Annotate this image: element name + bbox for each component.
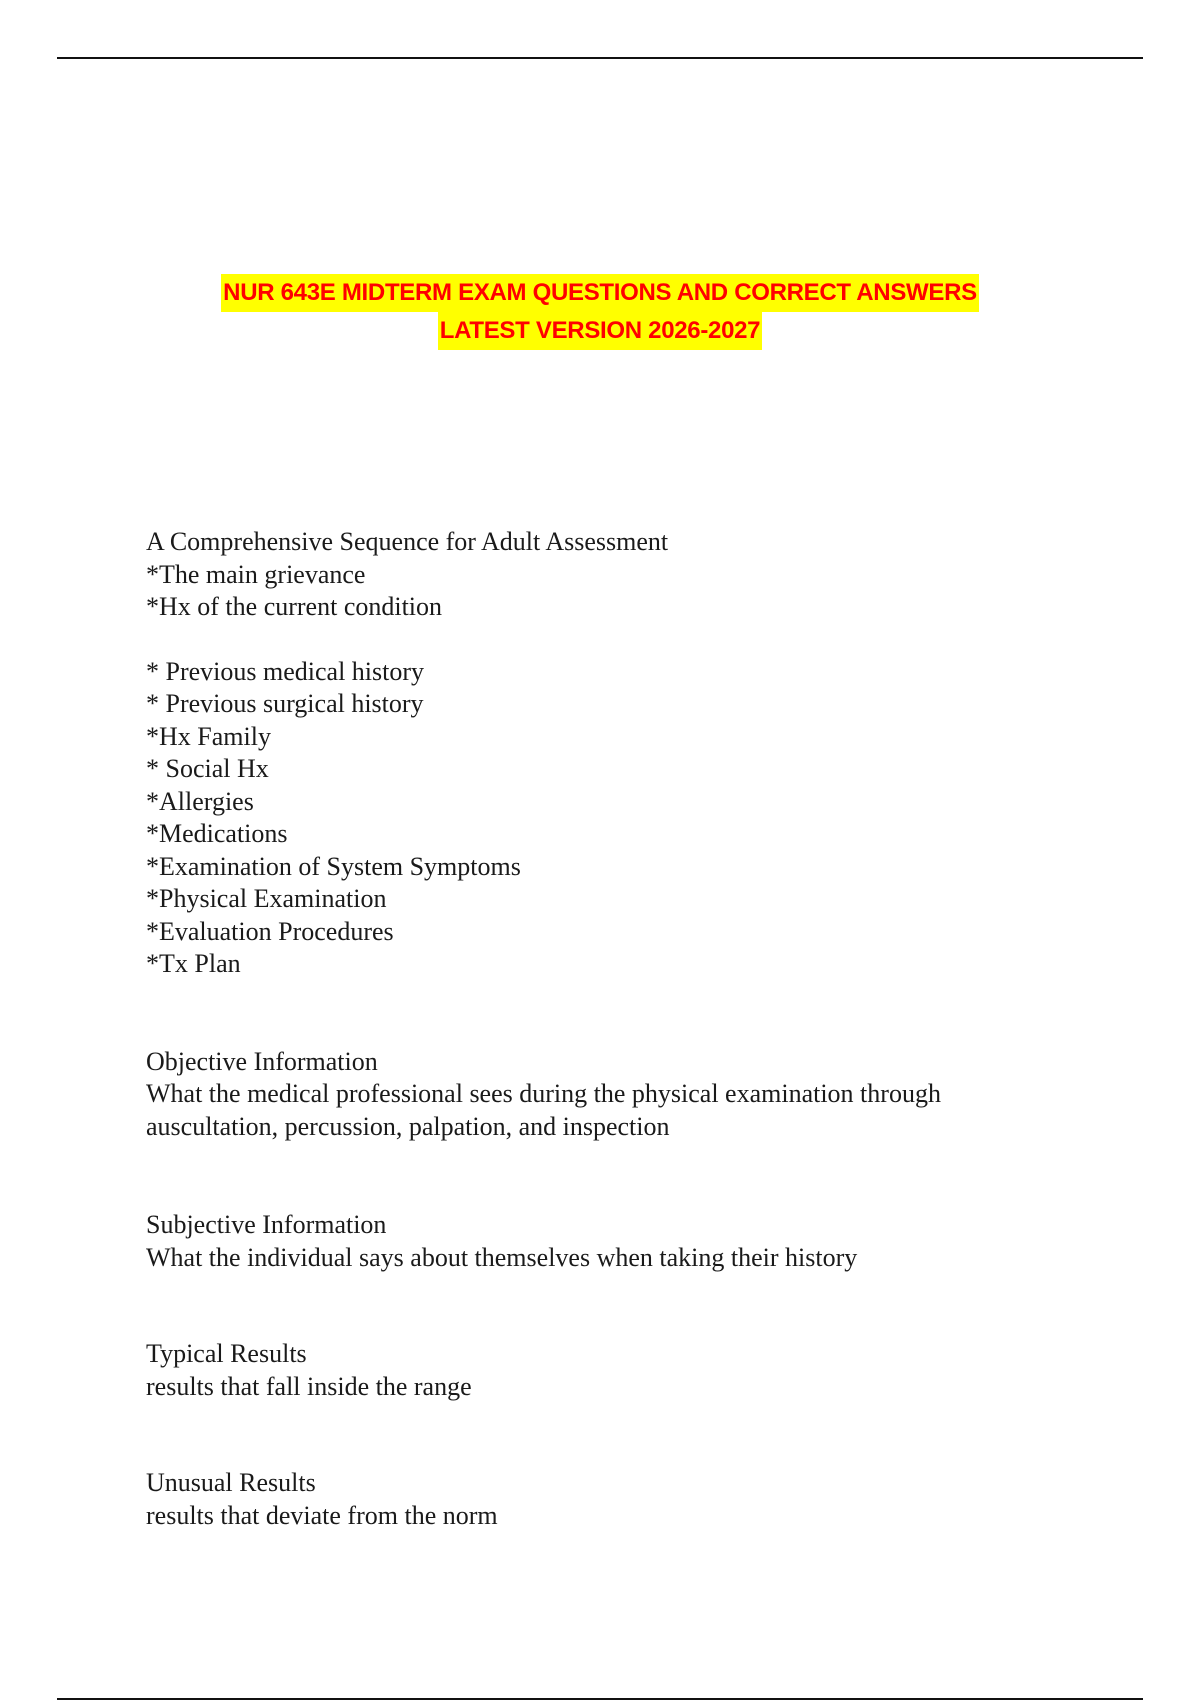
definition-line: auscultation, percussion, palpation, and inspection xyxy=(146,1111,670,1141)
definition-line: results that fall inside the range xyxy=(146,1371,472,1401)
section-heading: Objective Information xyxy=(146,1046,378,1076)
title-line-1: NUR 643E MIDTERM EXAM QUESTIONS AND CORRECT ANSWERS xyxy=(221,274,979,312)
section-heading: A Comprehensive Sequence for Adult Assessment xyxy=(146,527,669,556)
section-subjective-information xyxy=(146,1209,1106,1274)
section-heading: Unusual Results xyxy=(146,1468,316,1497)
list-item: *Medications xyxy=(146,819,288,848)
spacer xyxy=(146,624,1106,656)
section-objective-information xyxy=(146,1046,1106,1144)
list-item: * Previous surgical history xyxy=(146,689,424,718)
spacer xyxy=(146,1143,1106,1209)
list-item: * Social Hx xyxy=(146,754,269,783)
section-adult-assessment xyxy=(146,526,1106,981)
list-item: *Allergies xyxy=(146,786,254,816)
section-typical-results xyxy=(146,1338,1106,1403)
list-item: * Previous medical history xyxy=(146,656,425,686)
section-heading: Subjective Information xyxy=(146,1210,387,1239)
spacer xyxy=(146,1403,1106,1467)
list-item: *Evaluation Procedures xyxy=(146,916,394,946)
definition-line: results that deviate from the norm xyxy=(146,1500,498,1530)
top-rule xyxy=(57,57,1143,59)
definition-line: What the medical professional sees during the physical examination through xyxy=(146,1079,941,1108)
list-item: *Tx Plan xyxy=(146,949,241,978)
section-heading: Typical Results xyxy=(146,1339,307,1368)
list-item: *The main grievance xyxy=(146,559,366,589)
spacer xyxy=(146,981,1106,1046)
section-unusual-results xyxy=(146,1467,1106,1532)
title-line-2: LATEST VERSION 2026-2027 xyxy=(438,312,762,350)
definition-line: What the individual says about themselves when taking their history xyxy=(146,1242,858,1272)
list-item: *Hx Family xyxy=(146,721,271,751)
list-item: *Hx of the current condition xyxy=(146,592,443,621)
document-title xyxy=(0,274,1200,350)
document-body xyxy=(146,526,1106,1532)
list-item: *Physical Examination xyxy=(146,884,387,913)
spacer xyxy=(146,1274,1106,1338)
list-item: *Examination of System Symptoms xyxy=(146,851,521,881)
